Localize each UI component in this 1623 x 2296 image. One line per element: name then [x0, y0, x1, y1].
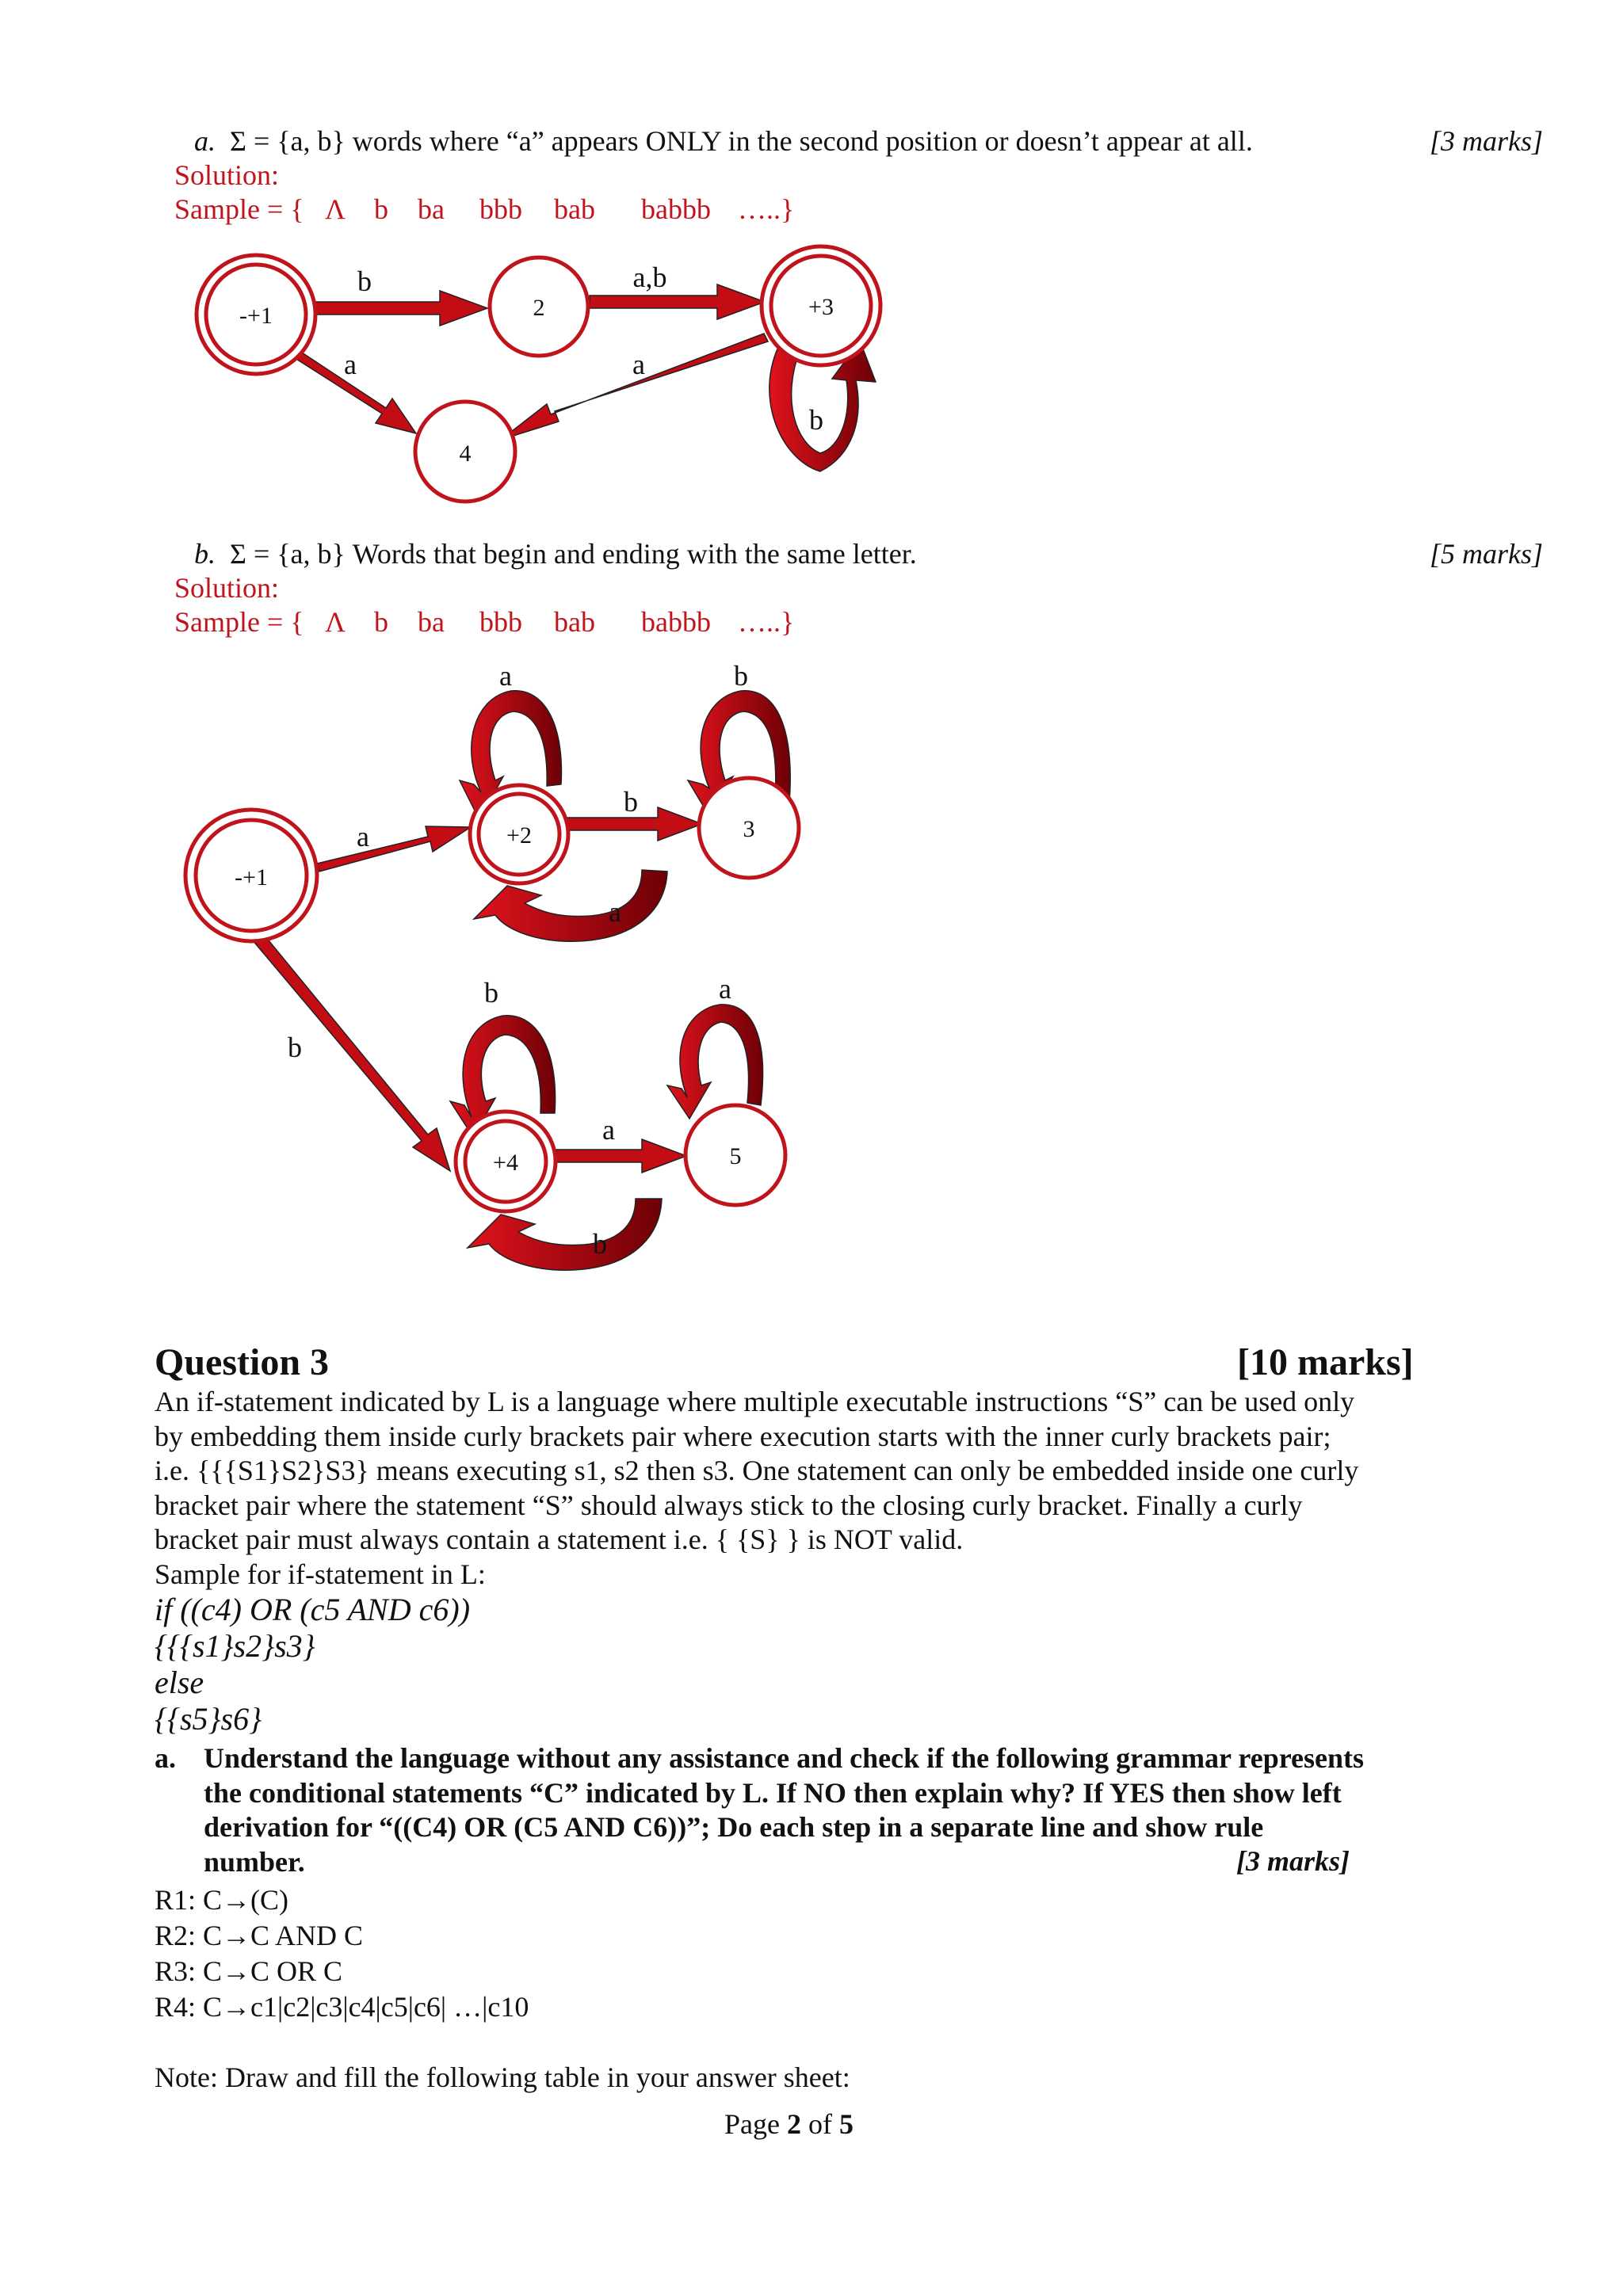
- question-3-title: Question 3: [155, 1341, 330, 1383]
- sub-question-line: the conditional statements “C” indicated by L. If NO then explain why? If YES then show left: [204, 1776, 1342, 1809]
- transition-label: b: [809, 404, 823, 436]
- grammar-rule: R4: C→c1|c2|c3|c4|c5|c6| …|c10: [155, 1991, 529, 2023]
- code-line: if ((c4) OR (c5 AND c6)): [155, 1592, 471, 1627]
- grammar-rule: R2: C→C AND C: [155, 1920, 364, 1951]
- grammar-rules: [155, 1882, 529, 2025]
- self-loop-5: [667, 1005, 763, 1119]
- part-b-solution-label: Solution:: [174, 572, 280, 604]
- state-label: +4: [493, 1150, 518, 1176]
- part-b-marks: [5 marks]: [1430, 538, 1544, 570]
- page-mid: of: [800, 2108, 839, 2140]
- state-label: 4: [459, 441, 472, 467]
- state-label: 5: [729, 1143, 742, 1169]
- page-prefix: Page: [724, 2108, 787, 2140]
- question-3-marks: [10 marks]: [1237, 1341, 1414, 1383]
- transition-label: a: [499, 660, 512, 692]
- page-footer: [724, 2107, 854, 2142]
- paragraph-line: bracket pair must always contain a statement i.e. { {S} } is NOT valid.: [155, 1524, 964, 1555]
- part-b-label: b.: [194, 538, 216, 570]
- page-total: 5: [838, 2108, 854, 2140]
- sub-question-a-label: a.: [155, 1742, 176, 1774]
- sample-item: …..}: [738, 193, 795, 225]
- sample-prefix: Sample = {: [174, 193, 304, 225]
- arrow-1-to-4: [248, 927, 450, 1171]
- transition-label: b: [357, 265, 372, 297]
- question-3-paragraph: [155, 1385, 1358, 1592]
- transition-label: b: [484, 977, 498, 1009]
- transition-label: b: [593, 1228, 607, 1260]
- transition-label: a: [632, 349, 645, 380]
- paragraph-line: Sample for if-statement in L:: [155, 1558, 486, 1590]
- state-label: -+1: [239, 303, 273, 329]
- state-label: -+1: [235, 864, 268, 891]
- paragraph-line: An if-statement indicated by L is a language where multiple executable instructions “S” can be used only: [155, 1386, 1355, 1417]
- state-label: 3: [743, 816, 755, 842]
- code-line: {{s5}s6}: [155, 1701, 262, 1737]
- state-label: 2: [533, 295, 545, 321]
- transition-label: a: [719, 973, 731, 1005]
- transition-label: a: [344, 349, 357, 380]
- transition-label: b: [288, 1032, 302, 1063]
- sub-question-a-marks: [3 marks]: [1236, 1845, 1350, 1877]
- sample-item: babbb: [641, 193, 711, 225]
- page-number: 2: [786, 2108, 801, 2140]
- code-line: {{{s1}s2}s3}: [155, 1628, 315, 1664]
- sample-item: Λ: [325, 606, 346, 638]
- state-3: [699, 778, 799, 878]
- code-line: else: [155, 1665, 204, 1700]
- sample-code: [155, 1592, 470, 1737]
- sample-item: bbb: [479, 606, 522, 638]
- sub-question-line: number.: [204, 1845, 305, 1878]
- sample-item: Λ: [325, 193, 346, 225]
- transition-label: a: [609, 896, 621, 928]
- part-b-text: Σ = {a, b} Words that begin and ending with the same letter.: [230, 538, 917, 570]
- transition-label: a,b: [632, 261, 667, 293]
- sample-item: ba: [418, 606, 445, 638]
- grammar-rule: R1: C→(C): [155, 1884, 289, 1916]
- sample-item: bbb: [479, 193, 522, 225]
- sub-question-line: Understand the language without any assistance and check if the following grammar represents: [204, 1742, 1365, 1774]
- state-2: [470, 785, 568, 883]
- sub-question-line: derivation for “((C4) OR (C5 AND C6))”; Do each step in a separate line and show rule: [204, 1811, 1264, 1843]
- paragraph-line: i.e. {{{S1}S2}S3} means executing s1, s2 then s3. One statement can only be embedded inside one curly: [155, 1455, 1359, 1486]
- state-4: [456, 1112, 556, 1211]
- sample-item: bab: [554, 606, 595, 638]
- transition-label: b: [624, 786, 638, 818]
- sample-item: b: [374, 606, 388, 638]
- state-1: [185, 810, 317, 941]
- transition-label: b: [734, 660, 748, 692]
- state-label: +3: [808, 294, 834, 320]
- sample-item: babbb: [641, 606, 711, 638]
- transition-label: a: [602, 1114, 615, 1146]
- sample-prefix: Sample = {: [174, 606, 304, 638]
- sample-item: b: [374, 193, 388, 225]
- part-a-label: a.: [194, 125, 216, 157]
- part-a-text: Σ = {a, b} words where “a” appears ONLY in the second position or doesn’t appear at all.: [230, 125, 1253, 157]
- transition-label: a: [357, 821, 369, 852]
- sample-item: ba: [418, 193, 445, 225]
- sub-question-a-text: [204, 1741, 1364, 1879]
- table-note: Note: Draw and fill the following table in your answer sheet:: [155, 2061, 850, 2093]
- sample-item: …..}: [738, 606, 795, 638]
- sample-item: bab: [554, 193, 595, 225]
- arrow-1-to-2: [317, 826, 471, 871]
- arrow-4-to-5: [556, 1139, 686, 1173]
- state-label: +2: [506, 822, 532, 849]
- part-a-solution-label: Solution:: [174, 159, 280, 191]
- paragraph-line: by embedding them inside curly brackets pair where execution starts with the inner curly brackets pair;: [155, 1420, 1331, 1452]
- grammar-rule: R3: C→C OR C: [155, 1955, 343, 1987]
- paragraph-line: bracket pair where the statement “S” should always stick to the closing curly bracket. Finally a curly: [155, 1489, 1303, 1521]
- state-5: [685, 1105, 785, 1205]
- part-a-marks: [3 marks]: [1430, 125, 1544, 157]
